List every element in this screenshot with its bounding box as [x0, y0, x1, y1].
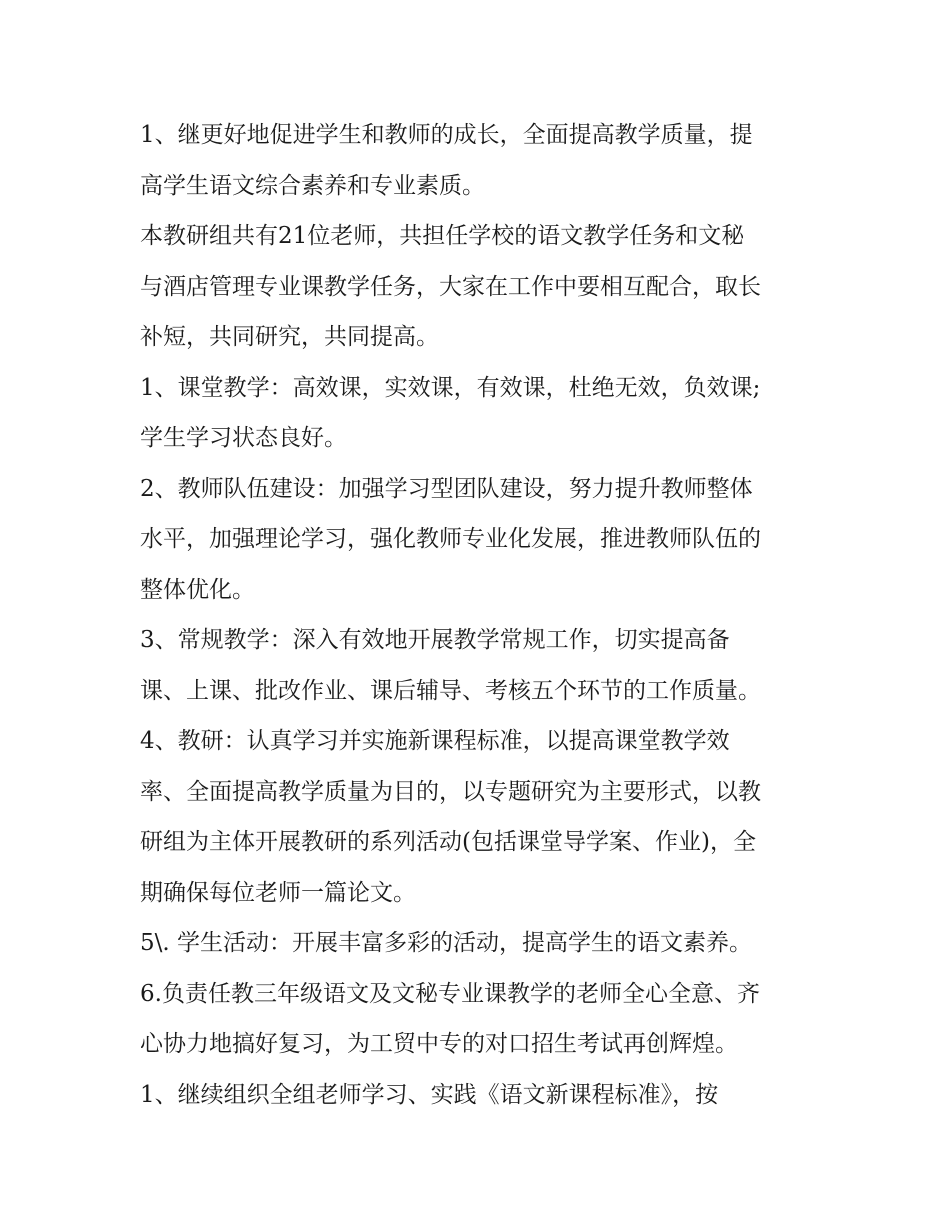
text-line: 与酒店管理专业课教学任务，大家在工作中要相互配合，取长 — [140, 273, 761, 300]
text-line: 5\. 学生活动：开展丰富多彩的活动，提高学生的语文素养。 — [140, 930, 753, 956]
text-line: 期确保每位老师一篇论文。 — [140, 879, 416, 906]
text-line: 补短，共同研究，共同提高。 — [140, 324, 439, 350]
text-line: 1、课堂教学：高效课，实效课，有效课，杜绝无效，负效课; — [140, 374, 761, 401]
text-line: 2、教师队伍建设：加强学习型团队建设，努力提升教师整体 — [140, 475, 753, 502]
document-body — [140, 110, 820, 1120]
text-line: 3、常规教学：深入有效地开展教学常规工作，切实提高备 — [140, 627, 730, 653]
text-line: 1、继更好地促进学生和教师的成长，全面提高教学质量，提 — [140, 122, 753, 148]
text-line: 1、继续组织全组老师学习、实践《语文新课程标准》，按 — [140, 1081, 719, 1108]
text-line: 4、教研：认真学习并实施新课程标准，以提高课堂教学效 — [140, 728, 730, 754]
text-line: 整体优化。 — [140, 576, 255, 603]
text-line: 6.负责任教三年级语文及文秘专业课教学的老师全心全意、齐 — [140, 980, 760, 1007]
text-line: 本教研组共有21位老师，共担任学校的语文教学任务和文秘 — [140, 223, 745, 249]
text-line: 学生学习状态良好。 — [140, 425, 347, 451]
text-line: 水平，加强理论学习，强化教师专业化发展，推进教师队伍的 — [140, 526, 761, 552]
text-line: 研组为主体开展教研的系列活动(包括课堂导学案、作业)，全 — [140, 829, 756, 855]
text-line: 课、上课、批改作业、课后辅导、考核五个环节的工作质量。 — [140, 677, 761, 704]
text-line: 率、全面提高教学质量为目的，以专题研究为主要形式，以教 — [140, 778, 761, 805]
text-line: 心协力地搞好复习，为工贸中专的对口招生考试再创辉煌。 — [140, 1031, 738, 1057]
text-line: 高学生语文综合素养和专业素质。 — [140, 172, 485, 199]
